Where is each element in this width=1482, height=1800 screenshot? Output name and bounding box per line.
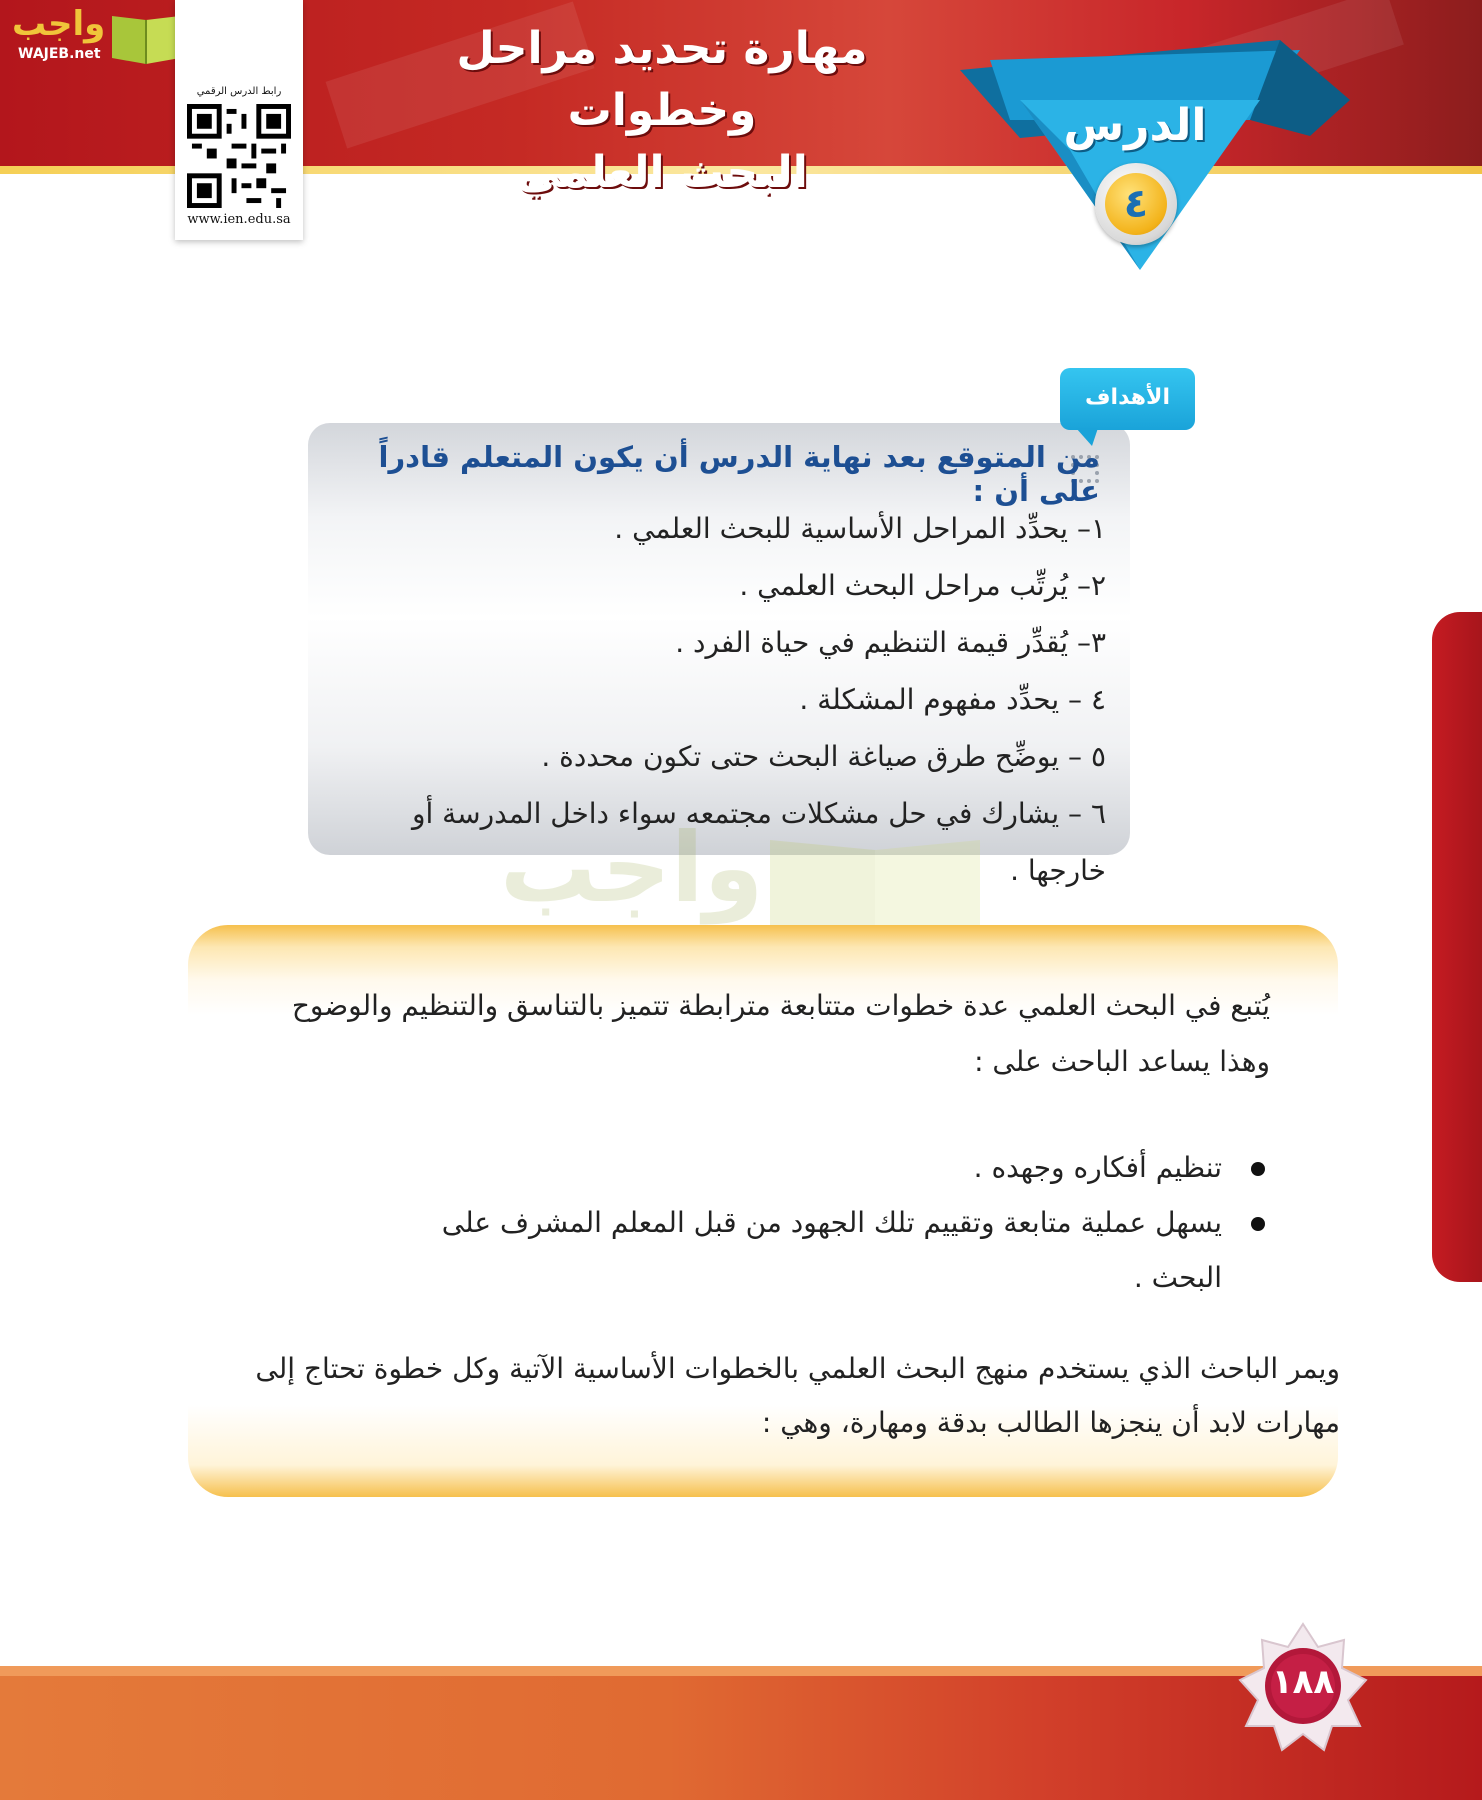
benefit-item [367,1140,1267,1195]
side-tab[interactable] [1432,612,1482,1282]
lesson-title [362,18,962,204]
objective-item: ١– يحدِّد المراحل الأساسية للبحث العلمي . [614,512,1106,545]
qr-code-icon[interactable] [187,104,291,208]
watermark-arabic: واجب [500,812,764,924]
objectives-tab-label: الأهداف [1085,385,1170,410]
brand-logo [8,6,188,66]
lesson-title-line1: مهارة تحديد مراحل وخطوات [456,23,868,136]
brand-name-arabic: واجب [12,4,106,44]
lesson-title-line2: البحث العلمي [516,147,808,198]
qr-card[interactable] [175,0,303,240]
lesson-number-badge [1095,163,1177,245]
objectives-intro: من المتوقع بعد نهاية الدرس أن يكون المتعلم قادراً على أن : [378,440,1100,508]
objective-item: ٣– يُقدِّر قيمة التنظيم في حياة الفرد . [675,626,1106,659]
qr-caption: رابط الدرس الرقمي [196,86,282,97]
brand-name-latin: WAJEB.net [18,46,101,62]
lesson-ribbon [950,40,1370,280]
intro-paragraph: يُتبع في البحث العلمي عدة خطوات متتابعة مترابطة تتميز بالتناسق والتنظيم والوضوح وهذا يساعد الباحث على : [291,989,1270,1078]
bullet-icon [1251,1162,1265,1176]
benefit-text: تنظيم أفكاره وجهده . [973,1151,1222,1184]
objective-item: ٥ – يوضِّح طرق صياغة البحث حتى تكون محددة . [541,740,1106,773]
steps-paragraph: ويمر الباحث الذي يستخدم منهج البحث العلمي بالخطوات الأساسية الآتية وكل خطوة تحتاج إلى مهارات لابد أن ينجزها الطالب بدقة ومهارة، وهي : [255,1352,1340,1439]
bullet-icon [1251,1217,1265,1231]
benefits-list [367,1140,1267,1305]
objective-item: ٢– يُرتِّب مراحل البحث العلمي . [739,569,1106,602]
objective-item: ٤ – يحدِّد مفهوم المشكلة . [799,683,1106,716]
objective-item: ٦ – يشارك في حل مشكلات مجتمعه سواء داخل المدرسة أو خارجها . [411,797,1106,887]
lesson-label: الدرس [1063,100,1207,151]
qr-url[interactable]: www.ien.edu.sa [187,212,291,227]
benefit-item [367,1195,1267,1305]
page-number: ١٨٨ [1271,1662,1335,1702]
book-icon [108,10,184,66]
lesson-number: ٤ [1105,173,1167,235]
benefit-text: يسهل عملية متابعة وتقييم تلك الجهود من قبل المعلم المشرف على البحث . [441,1206,1222,1294]
objectives-tab [1060,368,1195,430]
